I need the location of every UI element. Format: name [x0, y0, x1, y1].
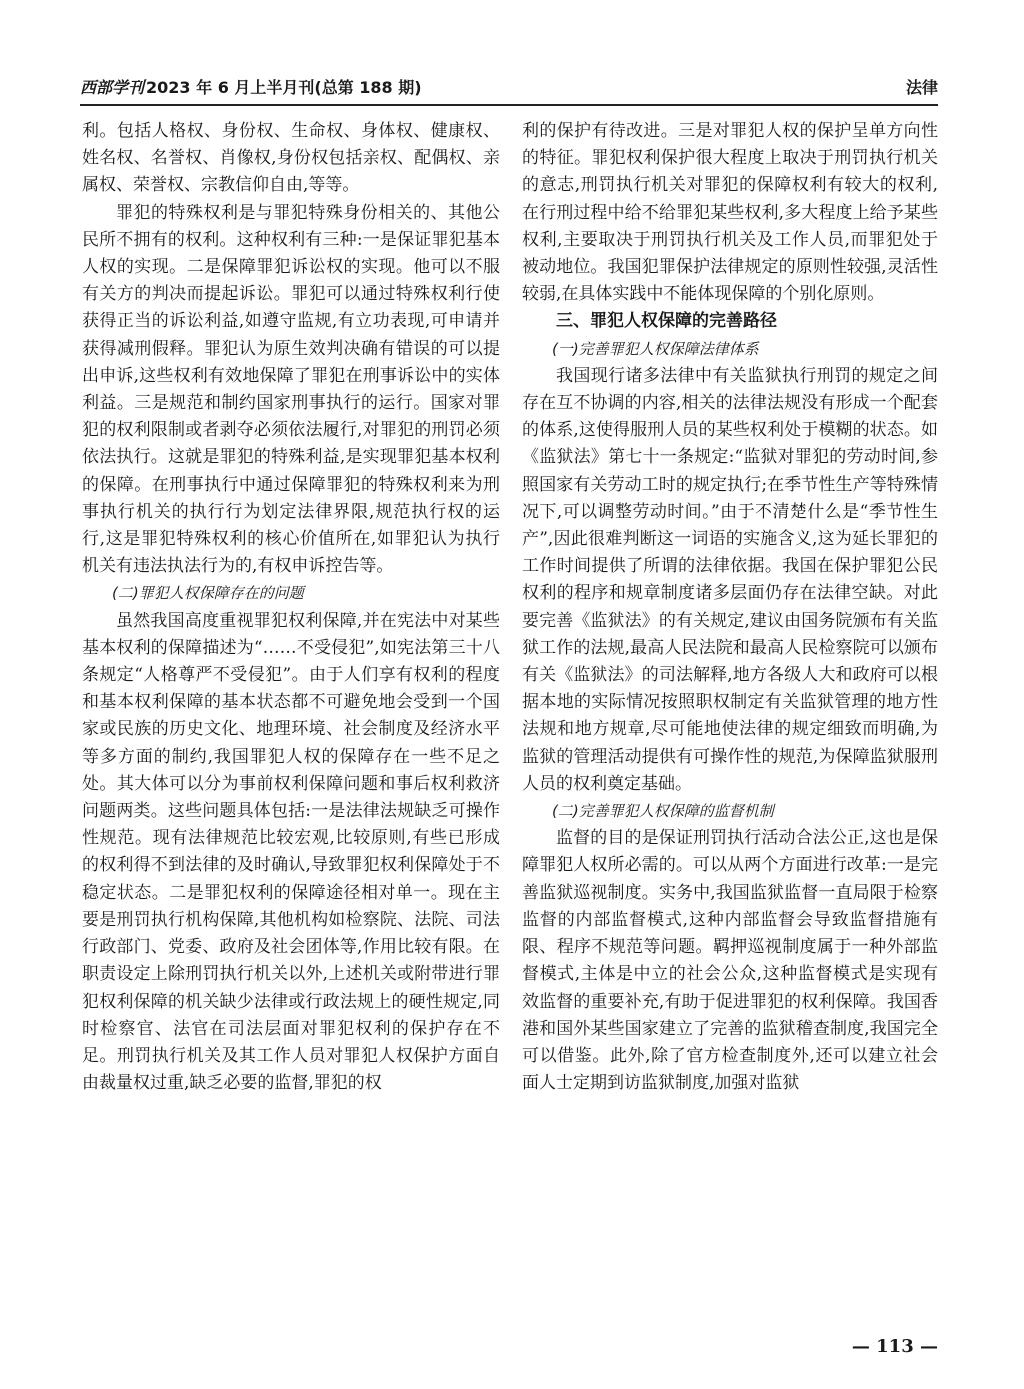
section-name: 法律 [905, 77, 938, 97]
page-number: — 113 — [851, 1336, 938, 1357]
journal-info [80, 75, 422, 98]
left-column [82, 118, 500, 1097]
issue-info: 2023 年 6 月上半月刊(总第 188 期) [146, 77, 422, 97]
running-header [80, 72, 938, 100]
paragraph: 利的保护有待改进。三是对罪犯人权的保护呈单方向性的特征。罪犯权利保护很大程度上取决于刑罚执行机关的意志,刑罚执行机关对罪犯的保障权利有较大的权利,在行刑过程中给不给罪犯某些权利,多大程度上给予某些权利,主要取决于刑罚执行机关及工作人员,而罪犯处于被动地位。我国犯罪保护法律规定的原则性较强,灵活性较弱,在具体实践中不能体现保障的个别化原则。 [522, 121, 938, 305]
paragraph: 利。包括人格权、身份权、生命权、身体权、健康权、姓名权、名誉权、肖像权,身份权包括亲权、配偶权、亲属权、荣誉权、宗教信仰自由,等等。 [82, 121, 500, 196]
paragraph: 我国现行诸多法律中有关监狱执行刑罚的规定之间存在互不协调的内容,相关的法律法规没有形成一个配套的体系,这使得服刑人员的某些权利处于模糊的状态。如《监狱法》第七十一条规定:“监狱对罪犯的劳动时间,参照国家有关劳动工时的规定执行;在季节性生产等特殊情况下,可以调整劳动时间。”由于不清楚什么是“季节性生产”,因此很难判断这一词语的实施含义,这为延长罪犯的工作时间提供了所谓的法律依据。我国在保护罪犯公民权利的程序和规章制度诸多层面仍存在法律空缺。对此要完善《监狱法》的有关规定,建议由国务院颁布有关监狱工作的法规,最高人民法院和最高人民检察院可以颁布有关《监狱法》的司法解释,地方各级人大和政府可以根据本地的实际情况按照职权制定有关监狱管理的地方性法规和地方规章,尽可能地使法律的规定细致而明确,为监狱的管理活动提供有可操作性的规范,为保障监狱服刑人员的权利奠定基础。 [522, 365, 938, 794]
paragraph: 监督的目的是保证刑罚执行活动合法公正,这也是保障罪犯人权所必需的。可以从两个方面进行改革:一是完善监狱巡视制度。实务中,我国监狱监督一直局限于检察监督的内部监督模式,这种内部监督会导致监督措施有限、程序不规范等问题。羁押巡视制度属于一种外部监督模式,主体是中立的社会公众,这种监督模式是实现有效监督的重要补充,有助于促进罪犯的权利保障。我国香港和国外某些国家建立了完善的监狱稽查制度,我国完全可以借鉴。此外,除了官方检查制度外,还可以建立社会面人士定期到访监狱制度,加强对监狱 [522, 828, 938, 1094]
section-heading: 三、罪犯人权保障的完善路径 [556, 311, 777, 332]
journal-logo: 西部学刊 [80, 77, 145, 97]
header-rule [80, 104, 938, 106]
subsection-heading: (二)罪犯人权保障存在的问题 [112, 584, 304, 603]
paragraph: 虽然我国高度重视罪犯权利保障,并在宪法中对某些基本权利的保障描述为“……不受侵犯”,如宪法第三十八条规定“人格尊严不受侵犯”。由于人们享有权利的程度和基本权利保障的基本状态都不可避免地会受到一个国家或民族的历史文化、地理环境、社会制度及经济水平等多方面的制约,我国罪犯人权的保障存在一些不足之处。其大体可以分为事前权利保障问题和事后权利救济问题两类。这些问题具体包括:一是法律法规缺乏可操作性规范。现有法律规范比较宏观,比较原则,有些已形成的权利得不到法律的及时确认,导致罪犯权利保障处于不稳定状态。二是罪犯权利的保障途径相对单一。现在主要是刑罚执行机构保障,其他机构如检察院、法院、司法行政部门、党委、政府及社会团体等,作用比较有限。在职责设定上除刑罚执行机关以外,上述机关或附带进行罪犯权利保障的机关缺少法律或行政法规上的硬性规定,同时检察官、法官在司法层面对罪犯权利的保护存在不足。刑罚执行机关及其工作人员对罪犯人权保护方面自由裁量权过重,缺乏必要的监督,罪犯的权 [82, 610, 500, 1094]
subsection-heading: (二)完善罪犯人权保障的监督机制 [552, 802, 774, 821]
subsection-heading: (一)完善罪犯人权保障法律体系 [552, 339, 759, 358]
paragraph: 罪犯的特殊权利是与罪犯特殊身份相关的、其他公民所不拥有的权利。这种权利有三种:一是保证罪犯基本人权的实现。二是保障罪犯诉讼权的实现。他可以不服有关方的判决而提起诉讼。罪犯可以通过特殊权利行使获得正当的诉讼利益,如遵守监规,有立功表现,可申请并获得减刑假释。罪犯认为原生效判决确有错误的可以提出申诉,这些权利有效地保障了罪犯在刑事诉讼中的实体利益。三是规范和制约国家刑事执行的运行。国家对罪犯的权利限制或者剥夺必须依法履行,对罪犯的刑罚必须依法执行。这就是罪犯的特殊利益,是实现罪犯基本权利的保障。在刑事执行中通过保障罪犯的特殊权利来为刑事执行机关的执行行为划定法律界限,规范执行权的运行,这是罪犯特殊权利的核心价值所在,如罪犯认为执行机关有违法执法行为的,有权申诉控告等。 [82, 202, 500, 577]
right-column [522, 118, 938, 1097]
